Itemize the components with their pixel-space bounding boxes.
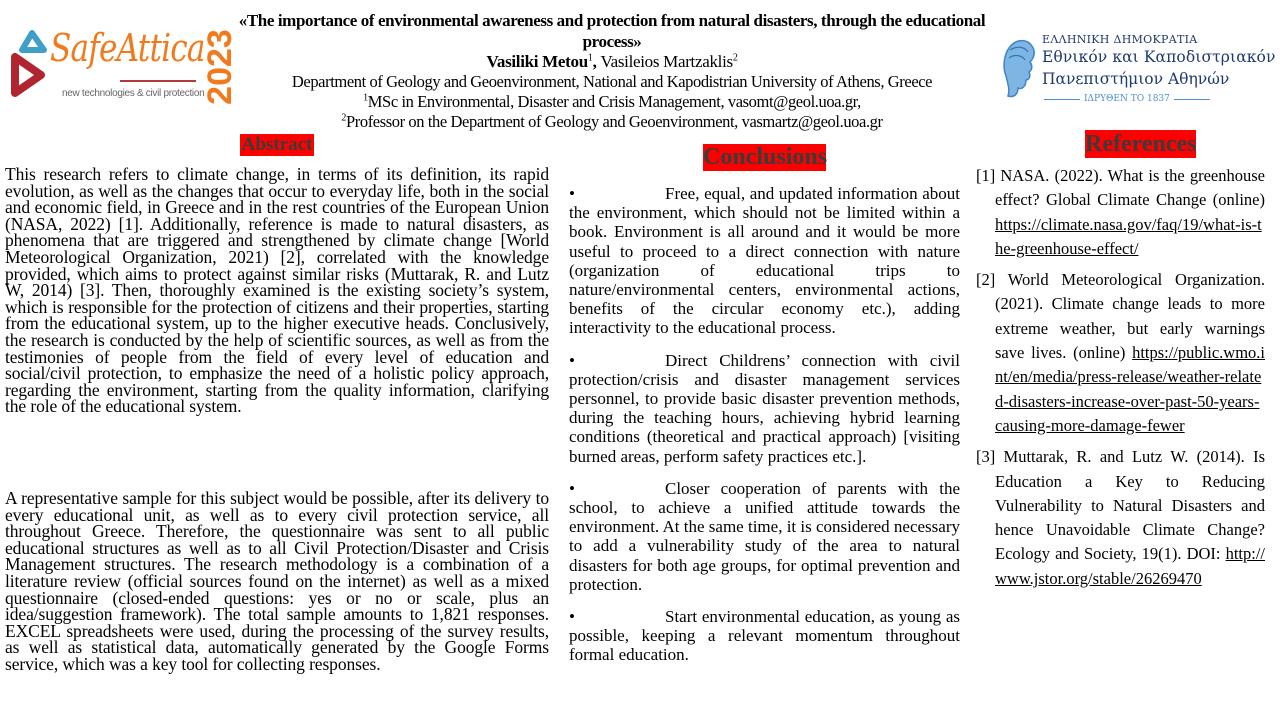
author-1: Vasiliki Metou xyxy=(486,52,588,71)
reference-item xyxy=(976,445,1265,591)
reference-item xyxy=(976,268,1265,438)
references-list xyxy=(976,164,1265,598)
affiliation-1-sup: 1 xyxy=(363,92,368,104)
conclusion-text: Start environmental education, as young as possible, keeping a relevant momentum throughout formal education. xyxy=(569,607,960,665)
affiliation-2-sup: 2 xyxy=(341,112,346,124)
bullet-icon: • xyxy=(569,184,575,203)
affiliation-1 xyxy=(226,92,998,112)
conclusion-text: Free, equal, and updated information about the environment, which should not be limited within a book. Environment is all around and it would be more useful to proceed to a direct connection with nature (organization of educational trips to nature/environmental centers, environmental actions, benefits of the circular economy etc.), adding interactivity to the educational process. xyxy=(569,184,960,338)
safeattica-logo xyxy=(4,18,239,105)
reference-text: [3] Muttarak, R. and Lutz W. (2014). Is Education a Key to Reducing Vulnerability to Natural Disasters and hence Unavoidable Climate Change? Ecology and Society, 19(1). DOI: xyxy=(976,447,1265,564)
uoa-line-2: Εθνικόν και Καποδιστριακόν xyxy=(1042,48,1276,66)
uoa-line-3: Πανεπιστήμιον Αθηνών xyxy=(1042,70,1230,88)
athena-head-icon xyxy=(1000,36,1038,102)
authors-line xyxy=(226,52,998,72)
conclusion-item xyxy=(569,351,960,466)
author-1-sup: 1 xyxy=(587,52,593,64)
affiliation: Department of Geology and Geoenvironment, National and Kapodistrian University of Athens, Greece xyxy=(291,72,933,91)
abstract-paragraph-2: A representative sample for this subject would be possible, after its delivery to every educational unit, as well as to every civil protection service, all throughout Greece. Therefore, the questionnaire was sent to all public educational structures as well as to all Civil Protection/Disaster and Crisis Management structures. The research methodology is a combination of a literature review (official sources found on the internet) as well as a mixed questionnaire (closed-ended questions: yes or no or scale, plus an idea/suggestion framework). The total sample amounts to 1,821 responses. EXCEL spreadsheets were used, during the processing of the survey results, as well as statistical data, automatically generated by the Google Forms service, which was a key tool for collecting responses. xyxy=(5,488,549,674)
bullet-icon: • xyxy=(569,607,575,627)
conclusion-text: Direct Childrens’ connection with civil protection/crisis and disaster management services personnel, to provide basic disaster prevention methods, during the teaching hours, achieving hybrid learning conditions (theoretical and practical approach) [visiting burned areas, perform safety practices etc.]. xyxy=(569,350,960,466)
affiliation-2 xyxy=(226,112,998,132)
bullet-icon: • xyxy=(569,478,575,498)
conclusion-item xyxy=(569,479,960,594)
rule-right xyxy=(1174,99,1210,100)
affiliation-1-text: MSc in Environmental, Disaster and Crisis Management, vasomt@geol.uoa.gr, xyxy=(367,92,861,111)
reference-link[interactable]: https://public.wmo.int/en/media/press-release/weather-related-disasters-increase-over-past-50-years-causing-more-damage-fewer xyxy=(995,343,1265,435)
conclusions-list xyxy=(569,184,960,678)
brand-name: SafeAttica xyxy=(50,26,205,70)
red-play-triangle-icon xyxy=(10,52,46,98)
poster-title: «The importance of environmental awareness and protection from natural disasters, through the educational process» xyxy=(238,11,986,51)
conclusion-text: Closer cooperation of parents with the school, to achieve a unified attitude towards the environment. At the same time, it is considered necessary to add a vulnerability study of the area to natural disasters for both age groups, for optimal prevention and protection. xyxy=(569,478,960,594)
reference-item xyxy=(976,164,1265,261)
abstract-heading: Abstract xyxy=(241,134,313,155)
bullet-icon: • xyxy=(569,350,575,370)
brand-underline xyxy=(120,80,196,82)
uoa-founded-text: ΙΔΡΥΘΕΝ ΤΟ 1837 xyxy=(1084,94,1170,104)
brand-tagline: new technologies & civil protection xyxy=(62,88,205,99)
conclusions-heading: Conclusions xyxy=(703,144,828,170)
affiliation-2-text: Professor on the Department of Geology and Geoenvironment, vasmartz@geol.uoa.gr xyxy=(345,112,883,131)
author-2: Vasileios Martzaklis xyxy=(600,52,733,71)
references-heading: References xyxy=(1085,131,1197,157)
poster-header xyxy=(226,10,998,132)
conclusion-item xyxy=(569,607,960,665)
reference-text: [1] NASA. (2022). What is the greenhouse effect? Global Climate Change (online) xyxy=(976,166,1265,210)
abstract-paragraph-1: This research refers to climate change, in terms of its definition, its rapid evolution, as well as the changes that occur to everyday life, both in the social and economic field, in Greece and in the rest countries of the European Union (NASA, 2022) [1]. Additionally, reference is made to natural disasters, as phenomena that are triggered and strengthened by climate change [World Meteorological Organization, 2021) [2], correlated with the knowledge provided, which aims to protect against similar risks (Muttarak, R. and Lutz W, 2014) [3]. Then, thoroughly examined is the existing society’s system, which is responsible for the protection of citizens and their properties, starting from the educational system, up to the higher executive heads. Conclusively, the research is conducted by the help of scientific sources, as well as from the testimonies of people from the field of every level of education and social/civil protection, to emphasize the need of a holistic policy approach, regarding the environment, starting from the quality information, clarifying the role of the educational system. xyxy=(5,164,549,417)
reference-link[interactable]: http://www.jstor.org/stable/26269470 xyxy=(995,544,1265,588)
reference-text: [2] World Meteorological Organization. (2021). Climate change leads to more extreme weather, but early warnings save lives. (online) xyxy=(976,270,1265,363)
reference-link[interactable]: https://climate.nasa.gov/faq/19/what-is-the-greenhouse-effect/ xyxy=(995,214,1262,258)
uoa-logo xyxy=(1000,30,1280,110)
brand-year: 2023 xyxy=(201,29,239,105)
author-separator: , xyxy=(592,52,601,71)
author-2-sup: 2 xyxy=(732,52,738,64)
rule-left xyxy=(1044,99,1080,100)
uoa-founded xyxy=(1044,94,1210,104)
uoa-line-1: ΕΛΛΗΝΙΚΗ ΔΗΜΟΚΡΑΤΙΑ xyxy=(1042,33,1198,46)
conclusion-item xyxy=(569,184,960,338)
